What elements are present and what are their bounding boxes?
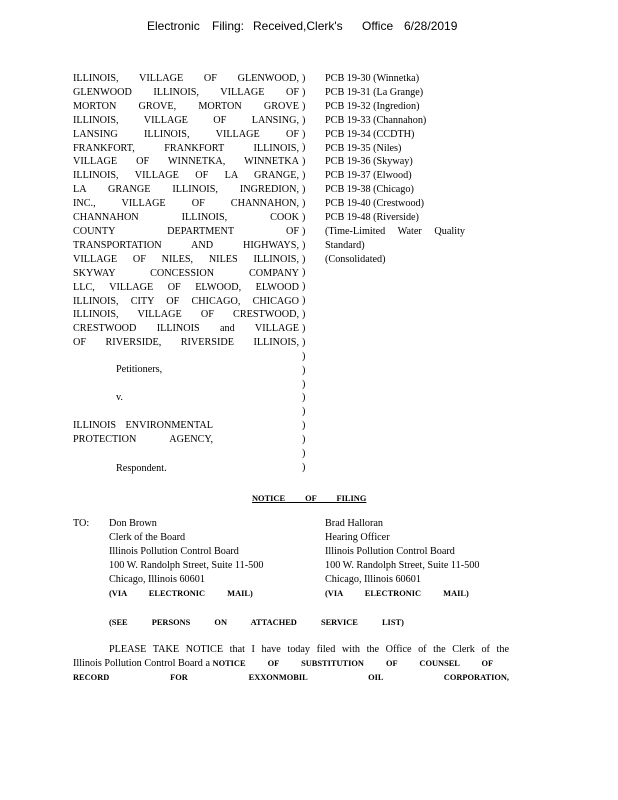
recipient-city: Chicago, Illinois 60601: [325, 573, 421, 585]
notice-line-2: [73, 657, 509, 671]
caption-paren: ): [302, 378, 306, 390]
recipient-via: (VIA ELECTRONIC MAIL): [109, 588, 253, 598]
petitioner-line: TRANSPORTATION AND HIGHWAYS,: [73, 239, 299, 251]
rulemaking-type-cont: Standard): [325, 239, 365, 251]
petitioner-line: VILLAGE OF NILES, NILES ILLINOIS,: [73, 253, 299, 265]
petitioner-line: CRESTWOOD ILLINOIS and VILLAGE: [73, 323, 299, 335]
notice-document-title: NOTICE OF SUBSTITUTION OF COUNSEL OF: [212, 658, 494, 668]
case-line: PCB 19-34 (CCDTH): [325, 128, 415, 140]
caption-paren: ): [302, 295, 306, 307]
caption-paren: ): [302, 239, 306, 251]
recipient-street: 100 W. Randolph Street, Suite 11-500: [325, 559, 480, 571]
petitioner-line: OF RIVERSIDE, RIVERSIDE ILLINOIS,: [73, 337, 299, 349]
case-line: PCB 19-37 (Elwood): [325, 170, 412, 182]
recipient-title: Hearing Officer: [325, 531, 390, 543]
notice-line-3: RECORD FOR EXXONMOBIL OIL CORPORATION,: [73, 672, 509, 682]
case-line: PCB 19-31 (La Grange): [325, 86, 424, 98]
recipient-street: 100 W. Randolph Street, Suite 11-500: [109, 559, 264, 571]
caption-paren: ): [302, 225, 306, 237]
recipient-name: Don Brown: [109, 518, 157, 529]
recipient-org: Illinois Pollution Control Board: [109, 545, 239, 557]
case-line: PCB 19-38 (Chicago): [325, 184, 414, 196]
notice-line-1: PLEASE TAKE NOTICE that I have today filed with the Office of the Clerk of the: [109, 644, 509, 655]
respondent-line: PROTECTION AGENCY,: [73, 433, 213, 445]
caption-divider: [302, 72, 312, 475]
recipient-title: Clerk of the Board: [109, 531, 186, 543]
petitioner-line: FRANKFORT, FRANKFORT ILLINOIS,: [73, 142, 299, 154]
caption-paren: ): [302, 461, 306, 473]
caption-paren: ): [302, 211, 306, 223]
respondent-role: Respondent.: [116, 463, 167, 474]
case-line: PCB 19-30 (Winnetka): [325, 73, 420, 84]
case-line: PCB 19-32 (Ingredion): [325, 100, 420, 112]
header-received: Received,Clerk's: [253, 19, 343, 33]
case-line: PCB 19-48 (Riverside): [325, 212, 419, 224]
caption-paren: ): [302, 156, 306, 168]
service-list-note: (SEE PERSONS ON ATTACHED SERVICE LIST): [109, 618, 404, 627]
caption-paren: ): [302, 364, 306, 376]
caption-paren: ): [302, 73, 306, 84]
petitioner-line: INC., VILLAGE OF CHANNAHON,: [73, 198, 299, 210]
notice-paragraph: [73, 643, 509, 685]
respondent-caption: [73, 419, 213, 447]
caption-paren: ): [302, 114, 306, 126]
caption-paren: ): [302, 336, 306, 348]
caption-paren: ): [302, 128, 306, 140]
recipient-hearing-officer: [325, 517, 479, 600]
caption-paren: ): [302, 392, 306, 404]
petitioner-line: SKYWAY CONCESSION COMPANY: [73, 267, 299, 279]
header-office: Office: [362, 19, 394, 33]
petitioner-line: LANSING ILLINOIS, VILLAGE OF: [73, 128, 299, 140]
case-line: PCB 19-36 (Skyway): [325, 156, 413, 168]
consolidated-label: (Consolidated): [325, 253, 386, 265]
petitioner-line: ILLINOIS, CITY OF CHICAGO, CHICAGO: [73, 295, 299, 307]
petitioner-line: CHANNAHON ILLINOIS, COOK: [73, 212, 299, 224]
caption-paren: ): [302, 309, 306, 321]
respondent-line: ILLINOIS ENVIRONMENTAL: [73, 420, 213, 431]
case-line: PCB 19-33 (Channahon): [325, 114, 427, 126]
caption-paren: ): [302, 434, 306, 446]
caption-paren: ): [302, 86, 306, 98]
notice-line-2-text: Illinois Pollution Control Board a: [73, 657, 210, 669]
recipient-city: Chicago, Illinois 60601: [109, 573, 205, 585]
caption-paren: ): [302, 448, 306, 460]
recipient-via: (VIA ELECTRONIC MAIL): [325, 588, 469, 598]
recipient-name: Brad Halloran: [325, 518, 383, 529]
caption-paren: ): [302, 184, 306, 196]
caption-paren: ): [302, 350, 306, 362]
header-date: 6/28/2019: [404, 19, 458, 33]
petitioner-line: LA GRANGE ILLINOIS, INGREDION,: [73, 184, 299, 196]
notice-of-filing-title: NOTICE OF FILING: [252, 494, 367, 503]
case-line: PCB 19-40 (Crestwood): [325, 198, 425, 210]
caption-paren: ): [302, 170, 306, 182]
versus-label: v.: [116, 392, 123, 403]
petitioners-role: Petitioners,: [116, 364, 163, 375]
petitioner-line: LLC, VILLAGE OF ELWOOD, ELWOOD: [73, 281, 299, 293]
case-numbers: [325, 72, 465, 267]
petitioner-line: COUNTY DEPARTMENT OF: [73, 225, 299, 237]
petitioner-line: ILLINOIS, VILLAGE OF CRESTWOOD,: [73, 309, 299, 321]
recipient-org: Illinois Pollution Control Board: [325, 545, 455, 557]
petitioner-line: ILLINOIS, VILLAGE OF LA GRANGE,: [73, 170, 299, 182]
petitioner-line: ILLINOIS, VILLAGE OF GLENWOOD,: [73, 73, 299, 84]
caption-paren: ): [302, 253, 306, 265]
caption-paren: ): [302, 406, 306, 418]
rulemaking-type: (Time-Limited Water Quality: [325, 225, 465, 237]
case-line: PCB 19-35 (Niles): [325, 142, 402, 154]
to-label: TO:: [73, 518, 90, 529]
petitioners-caption: [73, 72, 299, 350]
recipient-clerk: [109, 517, 263, 600]
caption-paren: ): [302, 323, 306, 335]
petitioner-line: VILLAGE OF WINNETKA, WINNETKA: [73, 156, 299, 168]
header-electronic: Electronic: [147, 19, 200, 33]
petitioner-line: GLENWOOD ILLINOIS, VILLAGE OF: [73, 86, 299, 98]
caption-paren: ): [302, 281, 306, 293]
header-filing: Filing:: [212, 19, 245, 33]
petitioner-line: ILLINOIS, VILLAGE OF LANSING,: [73, 114, 299, 126]
caption-paren: ): [302, 142, 306, 154]
caption-paren: ): [302, 420, 306, 432]
caption-paren: ): [302, 100, 306, 112]
caption-paren: ): [302, 198, 306, 210]
petitioner-line: MORTON GROVE, MORTON GROVE: [73, 100, 299, 112]
caption-paren: ): [302, 267, 306, 279]
